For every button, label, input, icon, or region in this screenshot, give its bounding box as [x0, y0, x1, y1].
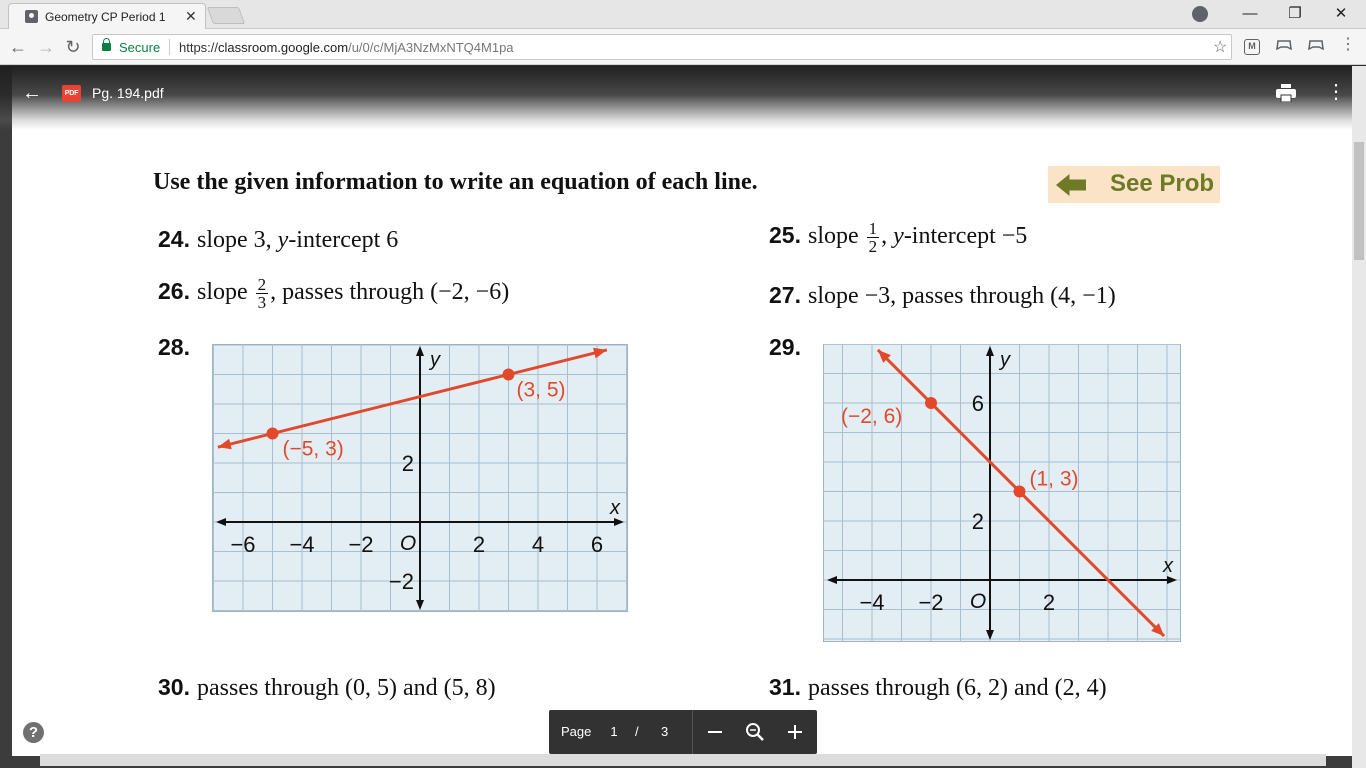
gamepad-extension-icon-2[interactable]	[1308, 39, 1324, 55]
problem-text: -intercept −5	[903, 223, 1028, 250]
file-name: Pg. 194.pdf	[92, 85, 164, 101]
arrow-left-icon	[1056, 174, 1086, 196]
horizontal-scrollbar[interactable]	[40, 754, 1326, 766]
see-problem-callout	[1048, 166, 1220, 203]
y-tick-label: −2	[388, 569, 414, 594]
x-axis-label: x	[610, 497, 620, 519]
browser-toolbar	[0, 29, 1366, 65]
restore-button[interactable]: ❐	[1288, 5, 1302, 22]
fraction	[256, 276, 269, 311]
data-point	[503, 369, 515, 381]
y-tick-label: 2	[971, 509, 984, 534]
problem-28	[158, 334, 197, 362]
problem-text: slope −3, passes through (4, −1)	[807, 283, 1116, 309]
print-icon[interactable]	[1276, 84, 1296, 102]
problem-31	[769, 674, 1107, 702]
classroom-favicon-icon	[25, 10, 38, 23]
problem-text: , passes through (−2, −6)	[270, 279, 510, 306]
forward-icon[interactable]: →	[37, 37, 55, 57]
origin-label: O	[969, 590, 987, 613]
origin-label: O	[399, 532, 417, 555]
current-page-input[interactable]: 1	[610, 724, 618, 739]
y-tick-label: 2	[401, 451, 414, 476]
problem-30	[158, 674, 496, 702]
problem-number: 31.	[769, 674, 801, 700]
url-scheme: https://	[179, 40, 219, 55]
point-label: (−2, 6)	[841, 405, 903, 428]
bookmark-star-icon[interactable]: ☆	[1213, 39, 1228, 56]
problem-27	[769, 282, 1116, 310]
graph-29	[823, 344, 1181, 642]
fraction-denominator: 3	[257, 293, 267, 312]
data-point	[1014, 486, 1026, 498]
problem-29	[769, 334, 808, 362]
gamepad-extension-icon[interactable]	[1276, 39, 1292, 55]
close-window-button[interactable]: ✕	[1334, 5, 1348, 22]
page-controls	[549, 710, 817, 754]
zoom-fit-icon[interactable]	[743, 720, 767, 744]
problem-number: 26.	[158, 278, 190, 305]
fraction-denominator: 2	[868, 237, 878, 256]
url-path: /u/0/c/MjA3NzMxNTQ4M1pa	[348, 40, 514, 55]
reload-icon[interactable]: ↻	[65, 37, 81, 57]
data-point	[267, 428, 279, 440]
pdf-file-icon: PDF	[62, 85, 81, 102]
problem-24	[158, 226, 398, 254]
tab-strip	[0, 0, 1366, 29]
point-label: (1, 3)	[1029, 467, 1079, 491]
x-tick-label: 2	[1042, 590, 1056, 615]
pdf-viewer	[0, 66, 1366, 768]
point-label: (3, 5)	[516, 378, 566, 402]
profile-icon[interactable]	[1192, 6, 1208, 22]
vertical-scrollbar[interactable]	[1352, 66, 1366, 768]
chrome-menu-icon[interactable]: ⋮	[1340, 36, 1356, 53]
x-tick-label: −2	[918, 590, 944, 615]
scrollbar-thumb[interactable]	[1354, 142, 1364, 260]
tab-close-icon[interactable]: ✕	[185, 8, 197, 24]
y-axis-label: y	[1000, 349, 1010, 371]
tab-title: Geometry CP Period 1	[45, 10, 166, 24]
fraction	[867, 220, 880, 255]
problem-number: 29.	[769, 334, 801, 360]
problem-number: 24.	[158, 226, 190, 252]
problem-25	[769, 220, 1027, 255]
problem-number: 28.	[158, 334, 190, 360]
problem-text: passes through (6, 2) and (2, 4)	[807, 675, 1107, 701]
lock-icon	[102, 43, 111, 51]
viewer-header	[0, 66, 1352, 130]
page-separator: /	[635, 724, 639, 739]
problem-text: -intercept 6	[288, 227, 399, 253]
more-options-icon[interactable]: ⋮	[1326, 81, 1346, 103]
pager-divider	[692, 710, 693, 754]
url-text[interactable]	[179, 40, 514, 55]
fraction-numerator: 1	[868, 219, 878, 238]
problem-variable: y	[277, 227, 289, 253]
y-tick-label: 6	[971, 391, 984, 416]
point-label: (−5, 3)	[282, 437, 344, 461]
x-tick-label: −4	[289, 532, 315, 557]
extension-icon[interactable]: M	[1244, 39, 1260, 55]
total-pages: 3	[661, 724, 669, 739]
x-tick-label: −2	[348, 532, 374, 557]
pdf-page	[12, 66, 1352, 756]
url-host: classroom.google.com	[218, 40, 349, 55]
help-icon[interactable]: ?	[23, 722, 44, 743]
data-point	[925, 397, 937, 409]
graph-28	[212, 344, 628, 612]
y-axis-label: y	[430, 349, 440, 371]
page-label: Page	[561, 724, 592, 739]
problem-26	[158, 276, 509, 311]
new-tab-button[interactable]	[207, 7, 245, 24]
instruction-text: Use the given information to write an equation of each line.	[153, 169, 758, 195]
problem-number: 25.	[769, 222, 801, 249]
problem-text: slope 3,	[196, 227, 278, 253]
x-axis-label: x	[1163, 555, 1173, 577]
problem-number: 30.	[158, 674, 190, 700]
problem-number: 27.	[769, 282, 801, 308]
x-tick-label: −6	[230, 532, 256, 557]
see-prob-label: See Prob	[1110, 170, 1215, 197]
x-tick-label: 6	[590, 532, 604, 557]
zoom-in-icon[interactable]	[783, 720, 807, 744]
problem-text: passes through (0, 5) and (5, 8)	[196, 675, 496, 701]
secure-label: Secure	[119, 40, 161, 55]
x-tick-label: 4	[531, 532, 545, 557]
back-icon[interactable]: ←	[9, 37, 27, 57]
minimize-button[interactable]: —	[1242, 5, 1258, 22]
problem-text: slope	[807, 223, 865, 250]
zoom-out-icon[interactable]	[703, 720, 727, 744]
problem-variable: y	[893, 223, 904, 250]
browser-tab[interactable]	[8, 3, 206, 29]
omnibox-divider	[169, 39, 170, 55]
fraction-numerator: 2	[257, 275, 267, 294]
problem-text: slope	[196, 279, 254, 306]
address-bar[interactable]	[92, 34, 1232, 60]
problem-text: ,	[881, 223, 894, 250]
x-tick-label: 2	[472, 532, 486, 557]
x-tick-label: −4	[859, 590, 885, 615]
back-arrow-icon[interactable]: ←	[22, 82, 42, 104]
